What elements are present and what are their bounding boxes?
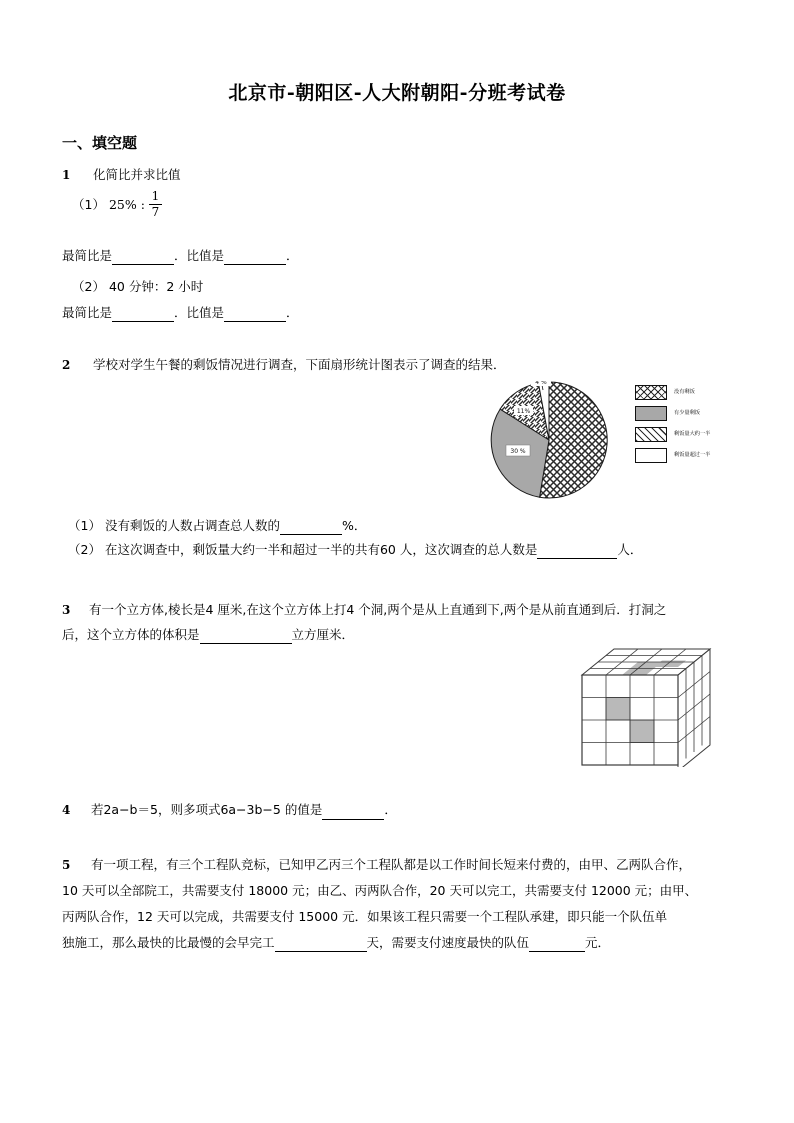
question-1-part-2-label: （2） bbox=[72, 279, 105, 294]
pie-label-over-half bbox=[531, 381, 551, 386]
question-3-line-1-text: 有一个立方体,棱长是4 厘米,在这个立方体上打4 个洞,两个是从上直通到下,两个是从前直通到后．打洞之 bbox=[88, 602, 667, 617]
question-2-sub-1 bbox=[68, 516, 366, 535]
pie-label-about-half-text: 11% bbox=[516, 408, 531, 415]
pie-chart-figure bbox=[487, 381, 747, 499]
legend-item-no-leftover bbox=[635, 383, 747, 402]
question-5-line-3: 丙两队合作，12 天可以完成，共需要支付 15000 元．如果该工程只需要一个工程队承建，即只能一个队伍单 bbox=[62, 909, 668, 924]
question-3-line-2-before: 后，这个立方体的体积是 bbox=[62, 627, 200, 642]
question-1-part-1-answer bbox=[62, 246, 299, 265]
answer-sep: ．比值是 bbox=[174, 305, 225, 320]
pie-slice-no-leftover bbox=[540, 382, 608, 498]
question-1-part-1-label: （1） bbox=[72, 197, 105, 212]
question-1-part-2-answer bbox=[62, 303, 299, 322]
question-2-sub-2-before: 在这次调查中，剩饭量大约一半和超过一半的共有60 人，这次调查的总人数是 bbox=[104, 542, 538, 557]
pie-legend bbox=[635, 383, 747, 467]
pie-label-over-half-text: 4 % bbox=[535, 381, 547, 386]
answer-blank[interactable] bbox=[322, 807, 384, 820]
fraction-numerator: 1 bbox=[151, 189, 160, 203]
legend-item-little-leftover bbox=[635, 404, 747, 423]
answer-blank[interactable] bbox=[224, 310, 286, 323]
answer-prefix: 最简比是 bbox=[62, 305, 113, 320]
answer-blank[interactable] bbox=[280, 523, 342, 536]
question-1-stem-text: 化简比并求比值 bbox=[92, 167, 181, 182]
question-4 bbox=[62, 800, 397, 820]
question-3-number: 3 bbox=[62, 603, 71, 617]
question-5-line-1 bbox=[62, 855, 691, 875]
question-2-number: 2 bbox=[62, 358, 71, 372]
question-2-sub-1-label: （1） bbox=[68, 518, 101, 533]
pie-label-about-half bbox=[514, 406, 533, 415]
answer-blank[interactable] bbox=[112, 310, 174, 323]
question-1-part-2-expr: 40 分钟：2 小时 bbox=[108, 279, 204, 294]
question-2-sub-2-label: （2） bbox=[68, 542, 101, 557]
question-2-sub-1-after: %． bbox=[341, 518, 367, 533]
question-1-part-2 bbox=[72, 277, 203, 296]
question-2-sub-1-before: 没有剩饭的人数占调查总人数的 bbox=[104, 518, 280, 533]
answer-blank[interactable] bbox=[112, 253, 174, 266]
question-1-number: 1 bbox=[62, 168, 71, 182]
question-2-sub-2 bbox=[68, 540, 642, 559]
answer-suffix: ． bbox=[286, 248, 299, 263]
answer-blank[interactable] bbox=[275, 940, 367, 953]
fraction-one-seventh bbox=[149, 190, 162, 218]
legend-label-no-leftover: 没有剩饭 bbox=[674, 388, 695, 395]
cube-front-grid bbox=[582, 675, 678, 765]
cube-top-shaded-cell-b bbox=[654, 661, 686, 668]
question-2-stem bbox=[62, 355, 505, 375]
legend-swatch-diagonal bbox=[635, 427, 667, 442]
question-5-number: 5 bbox=[62, 858, 71, 872]
question-5-line-2: 10 天可以全部院工，共需要支付 18000 元；由乙、丙两队合作，20 天可以完工，共需要支付 12000 元；由甲、 bbox=[62, 883, 698, 898]
cube-front-shaded-cell-b bbox=[630, 720, 654, 743]
legend-label-little-leftover: 有少量剩饭 bbox=[674, 409, 700, 416]
legend-swatch-gray bbox=[635, 406, 667, 421]
page-title: 北京市-朝阳区-人大附朝阳-分班考试卷 bbox=[228, 82, 566, 104]
section-heading: 一、填空题 bbox=[62, 134, 138, 152]
answer-suffix: ． bbox=[286, 305, 299, 320]
answer-blank[interactable] bbox=[200, 632, 292, 645]
question-3-line-2 bbox=[62, 625, 354, 644]
question-4-after: ． bbox=[384, 802, 397, 817]
question-2-stem-text: 学校对学生午餐的剩饭情况进行调查，下面扇形统计图表示了调查的结果． bbox=[92, 357, 506, 372]
question-5-line-4-c: 元． bbox=[585, 935, 611, 950]
cube-front-shaded-cell-a bbox=[606, 698, 630, 721]
question-1-stem bbox=[62, 165, 180, 185]
question-2-sub-2-after: 人． bbox=[617, 542, 643, 557]
question-4-number: 4 bbox=[62, 803, 71, 817]
question-5-line-4-b: 天，需要支付速度最快的队伍 bbox=[366, 935, 530, 950]
legend-swatch-white bbox=[635, 448, 667, 463]
answer-blank[interactable] bbox=[224, 253, 286, 266]
answer-blank[interactable] bbox=[529, 940, 585, 953]
answer-sep: ．比值是 bbox=[174, 248, 225, 263]
question-5-line-1-text: 有一项工程，有三个工程队竞标，已知甲乙丙三个工程队都是以工作时间长短来付费的，由甲、乙两队合作， bbox=[90, 857, 691, 872]
legend-label-about-half: 剩饭量大约一半 bbox=[674, 430, 711, 437]
answer-prefix: 最简比是 bbox=[62, 248, 113, 263]
question-1-part-1 bbox=[72, 190, 162, 218]
cube-figure bbox=[576, 647, 716, 767]
pie-label-little-leftover-text: 30 % bbox=[510, 448, 526, 455]
legend-item-about-half bbox=[635, 425, 747, 444]
question-4-before: 若2a−b＝5，则多项式6a−3b−5 的值是 bbox=[90, 802, 323, 817]
question-3-line-2-after: 立方厘米． bbox=[291, 627, 355, 642]
legend-label-over-half: 剩饭量超过一半 bbox=[674, 451, 711, 458]
fraction-denominator: 7 bbox=[151, 204, 160, 219]
question-1-part-1-expr: 25% : bbox=[108, 197, 145, 212]
answer-blank[interactable] bbox=[537, 547, 617, 560]
legend-swatch-crosshatch bbox=[635, 385, 667, 400]
question-3-line-1 bbox=[62, 600, 666, 620]
cube-svg bbox=[576, 647, 716, 767]
question-5-line-4 bbox=[62, 933, 610, 952]
pie-label-little-leftover bbox=[506, 445, 530, 456]
pie-chart-svg bbox=[487, 381, 637, 499]
legend-item-over-half bbox=[635, 446, 747, 465]
question-5-line-4-a: 独施工，那么最快的比最慢的会早完工 bbox=[62, 935, 275, 950]
